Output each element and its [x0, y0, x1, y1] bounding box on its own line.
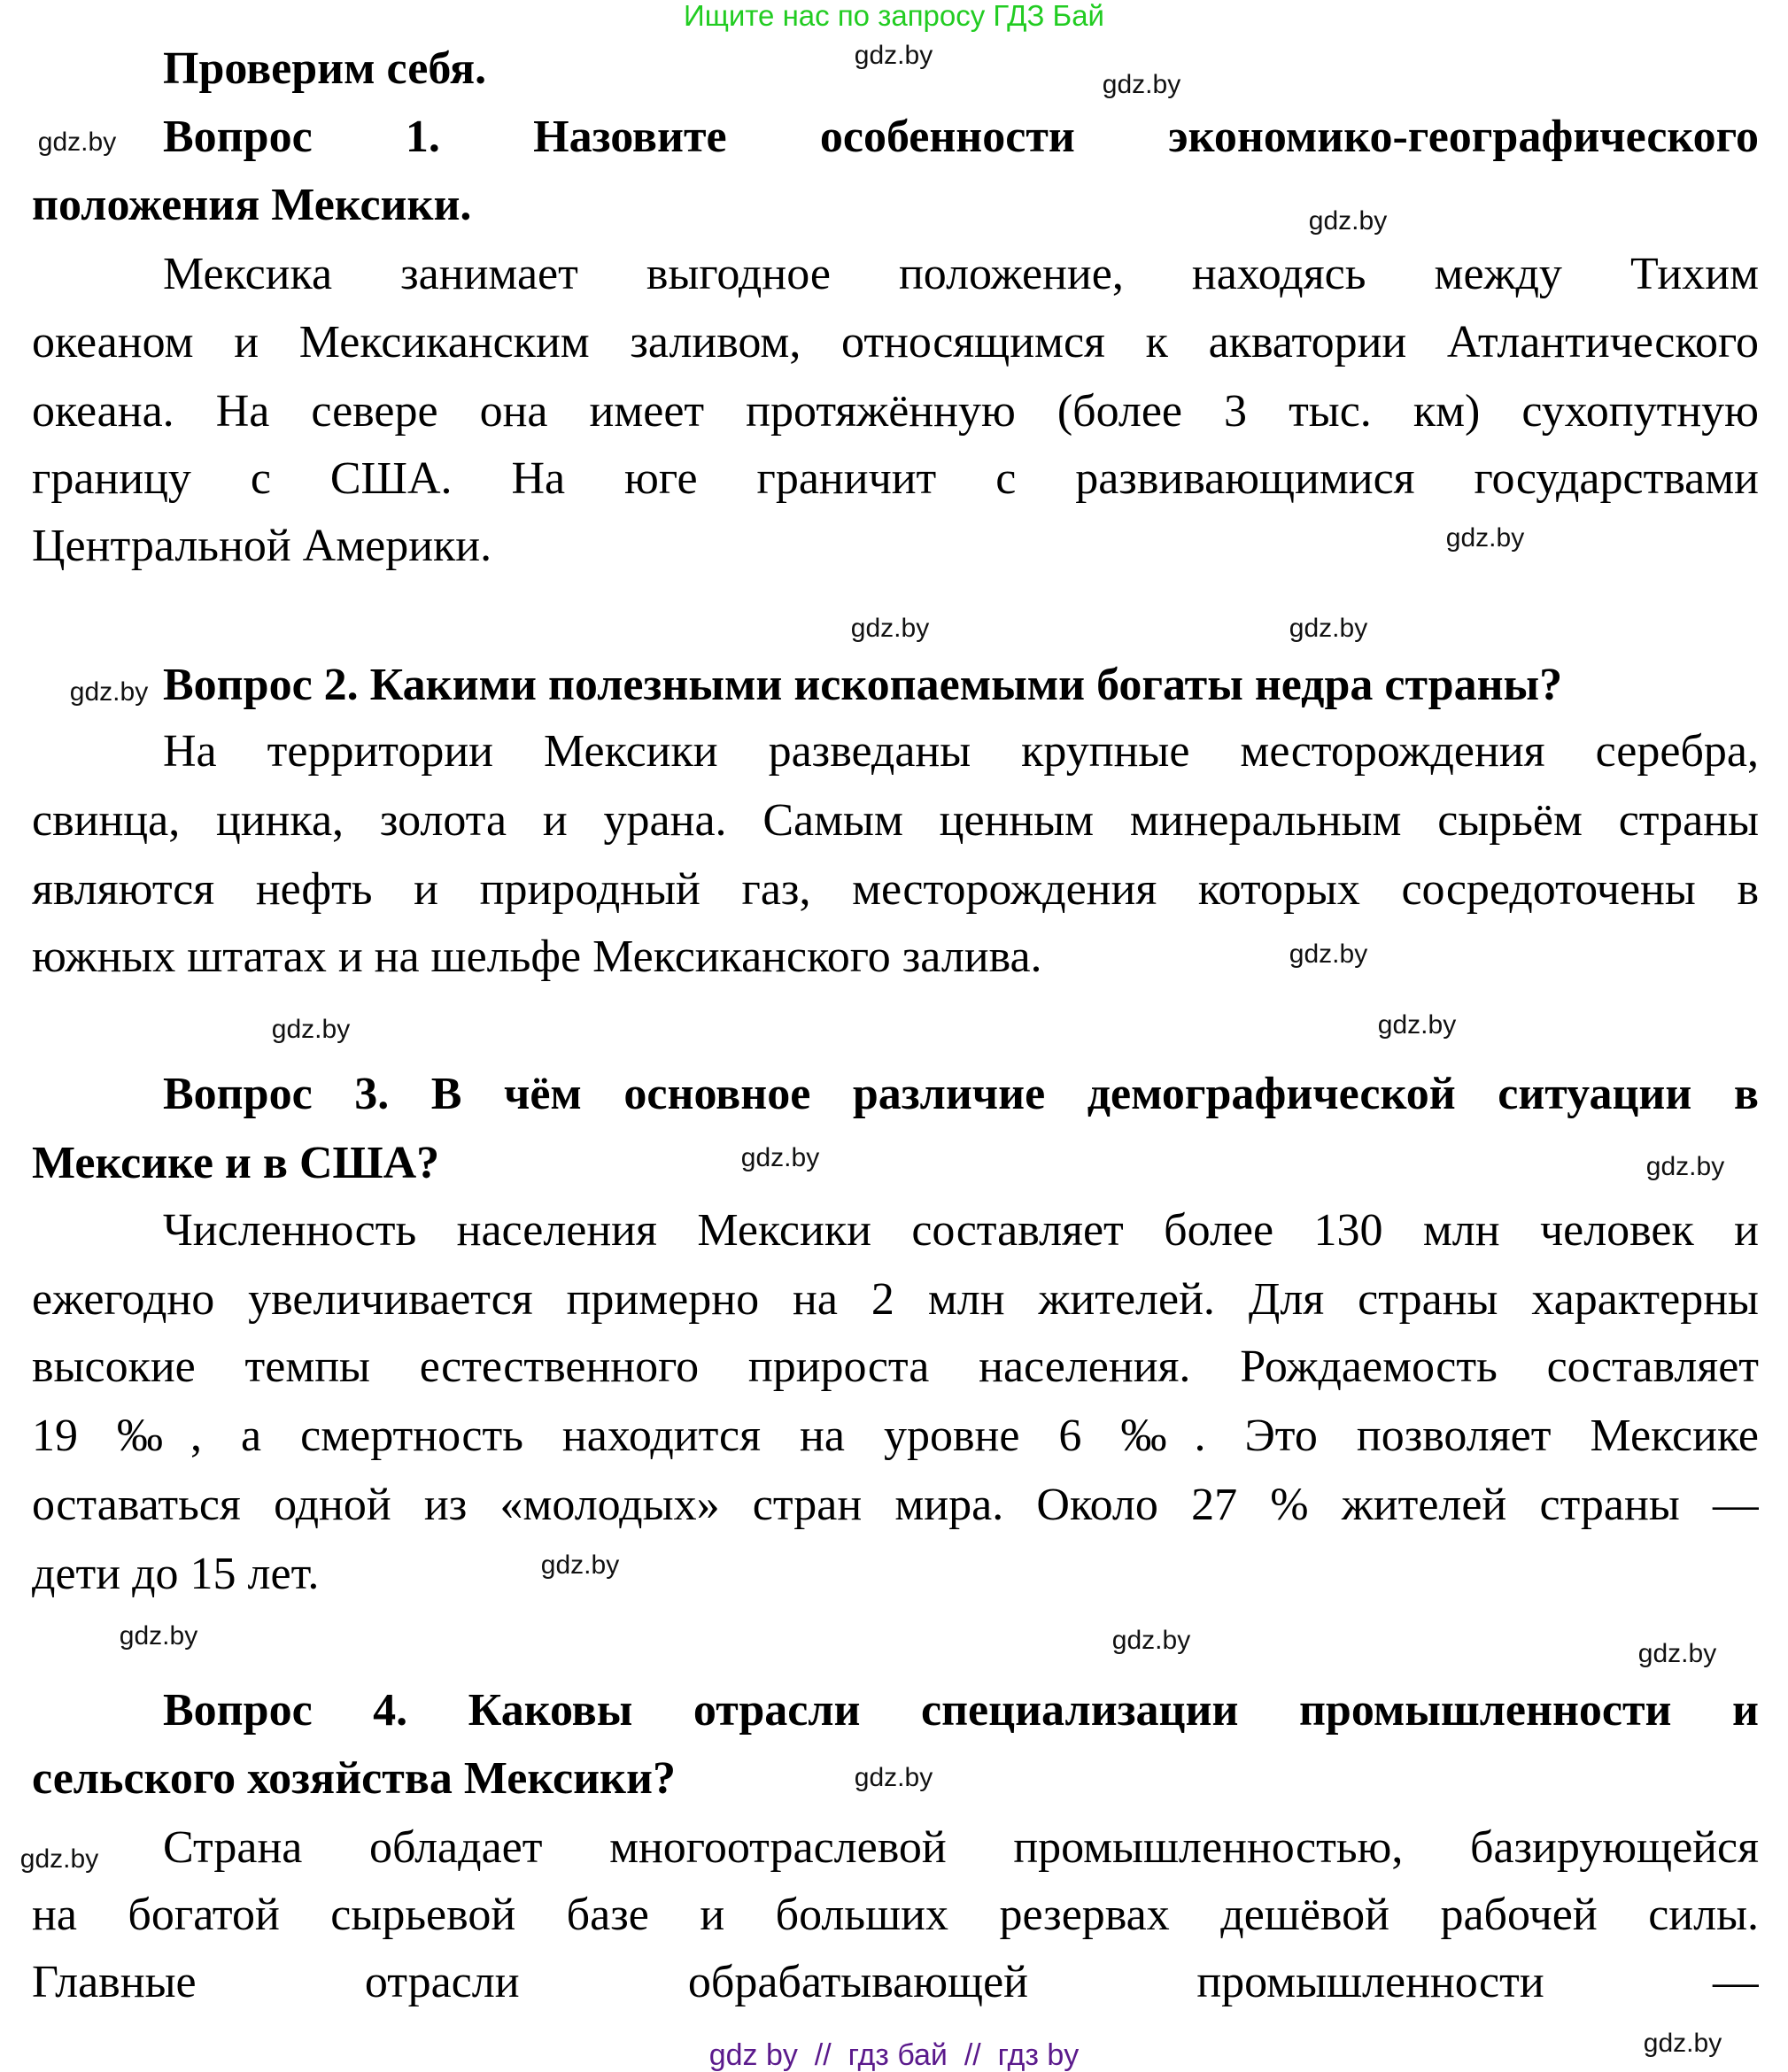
- answer-3-line: высокие темпы естественного прироста населения. Рождаемость составляет: [32, 1341, 1759, 1392]
- watermark: gdz.by: [37, 128, 117, 157]
- answer-3-line: 19 ‰, а смертность находится на уровне 6 ‰. Это позволяет Мексике: [32, 1411, 1759, 1461]
- answer-1-line: океана. На севере она имеет протяжённую (более 3 тыс. км) сухопутную: [32, 386, 1759, 437]
- watermark: gdz.by: [1308, 206, 1388, 236]
- answer-1-line: океаном и Мексиканским заливом, относящимся к акватории Атлантического: [32, 317, 1759, 367]
- watermark: gdz.by: [1111, 1626, 1191, 1655]
- answer-1-line: границу с США. На юге граничит с развивающимися государствами: [32, 453, 1759, 504]
- question-2-line: Вопрос 2. Какими полезными ископаемыми богаты недра страны?: [163, 660, 1563, 710]
- watermark: gdz.by: [1289, 614, 1368, 643]
- answer-2-line: являются нефть и природный газ, месторождения которых сосредоточены в: [32, 864, 1759, 915]
- watermark: gdz.by: [19, 1844, 99, 1874]
- question-1-line: Вопрос 1. Назовите особенности экономико-географического: [163, 112, 1759, 162]
- answer-3-line: Численность населения Мексики составляет более 130 млн человек и: [163, 1205, 1759, 1256]
- question-4-line: сельского хозяйства Мексики?: [32, 1753, 676, 1804]
- question-4-line: Вопрос 4. Каковы отрасли специализации промышленности и: [163, 1685, 1759, 1736]
- section-title: Проверим себя.: [163, 43, 487, 94]
- question-1-line: положения Мексики.: [32, 180, 472, 230]
- question-3-line: Вопрос 3. В чём основное различие демографической ситуации в: [163, 1069, 1759, 1119]
- answer-4-line: Главные отрасли обрабатывающей промышленности —: [32, 1957, 1759, 2007]
- watermark: gdz.by: [1102, 70, 1181, 99]
- answer-3-line: ежегодно увеличивается примерно на 2 млн жителей. Для страны характерны: [32, 1274, 1759, 1325]
- watermark: gdz.by: [854, 1763, 933, 1792]
- answer-3-line: оставаться одной из «молодых» стран мира. Около 27 % жителей страны —: [32, 1480, 1759, 1530]
- answer-3-line: дети до 15 лет.: [32, 1549, 320, 1599]
- watermark: gdz.by: [1377, 1010, 1457, 1040]
- watermark: gdz.by: [540, 1550, 620, 1580]
- watermark: gdz.by: [1445, 523, 1525, 553]
- answer-2-line: южных штатах и на шельфе Мексиканского залива.: [32, 932, 1042, 982]
- watermark: gdz.by: [1643, 2029, 1722, 2058]
- watermark: gdz.by: [854, 41, 933, 70]
- watermark: gdz.by: [1637, 1639, 1717, 1668]
- footer-links: gdz by // гдз бай // гдз by: [708, 2038, 1080, 2072]
- answer-1-line: Мексика занимает выгодное положение, находясь между Тихим: [163, 249, 1759, 299]
- watermark: gdz.by: [850, 614, 930, 643]
- answer-2-line: свинца, цинка, золота и урана. Самым ценным минеральным сырьём страны: [32, 795, 1759, 846]
- search-hint-banner: Ищите нас по запросу ГДЗ Бай: [684, 0, 1104, 32]
- question-3-line: Мексике и в США?: [32, 1138, 440, 1188]
- answer-4-line: на богатой сырьевой базе и больших резервах дешёвой рабочей силы.: [32, 1890, 1759, 1940]
- watermark: gdz.by: [69, 677, 149, 707]
- answer-2-line: На территории Мексики разведаны крупные месторождения серебра,: [163, 726, 1759, 777]
- watermark: gdz.by: [271, 1015, 351, 1044]
- watermark: gdz.by: [119, 1621, 198, 1651]
- watermark: gdz.by: [1289, 939, 1368, 969]
- watermark: gdz.by: [740, 1143, 820, 1172]
- watermark: gdz.by: [1645, 1152, 1725, 1181]
- answer-4-line: Страна обладает многоотраслевой промышленностью, базирующейся: [163, 1822, 1759, 1873]
- answer-1-line: Центральной Америки.: [32, 521, 492, 571]
